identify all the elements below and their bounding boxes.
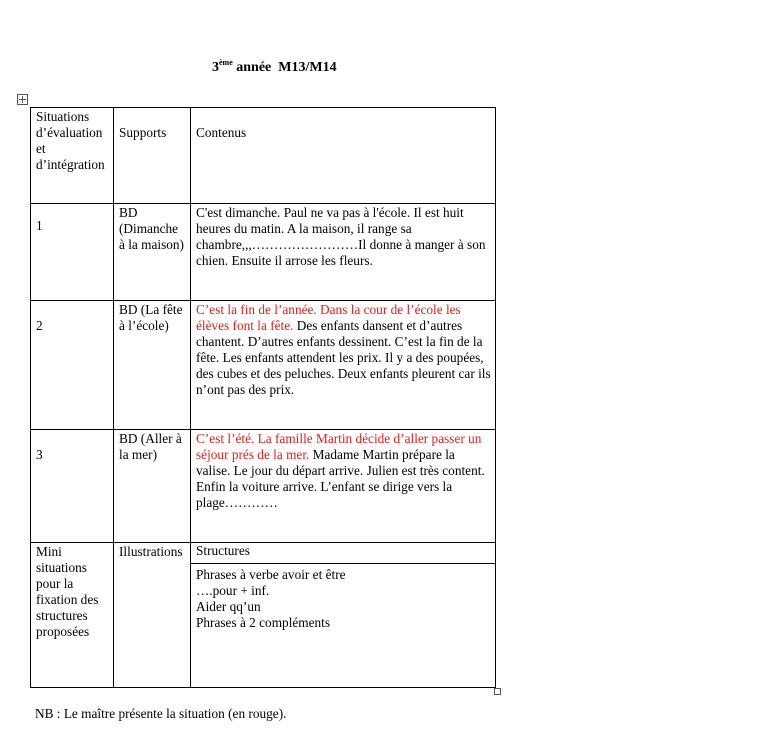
title-rest: année M13/M14: [232, 60, 337, 75]
row-number: 3: [31, 430, 114, 543]
row-content: [191, 430, 496, 543]
row-content-black: Madame Martin prépare la valise. Le jour du départ arrive. Julien est très content. Enfin la voiture arrive. L’enfant se dirige vers la plage…………: [196, 447, 485, 510]
mini-situations-label: Mini situations pour la fixation des structures proposées: [31, 543, 114, 688]
structures-subtable: [191, 543, 495, 631]
row-support: BD (Dimanche à la maison): [114, 204, 191, 301]
curriculum-table: [30, 107, 496, 688]
table-row: [31, 204, 496, 301]
header-supports: Supports: [114, 108, 191, 204]
header-contenus: Contenus: [191, 108, 496, 204]
table-row: [31, 430, 496, 543]
table-row: [31, 301, 496, 430]
row-number: 2: [31, 301, 114, 430]
list-item: Aider qq’un: [196, 599, 261, 614]
row-content-red: C’est la fin de l’année. Dans la cour de l’école les élèves font la fête.: [196, 302, 461, 333]
row-support: BD (Aller à la mer): [114, 430, 191, 543]
table-resize-handle-icon[interactable]: [494, 688, 501, 695]
title-level-sup: ème: [219, 58, 233, 67]
list-item: ….pour + inf.: [196, 583, 270, 598]
row-support: BD (La fête à l’école): [114, 301, 191, 430]
row-content-black: Des enfants dansent et d’autres chantent. D’autres enfants dessinent. C’est la fin de la fête. Les enfants attendent les prix. Il y a des poupées, des cubes et des peluches. Deux enfants pleurent car ils n’ont pas des prix.: [196, 318, 491, 397]
table-row-mini-situations: [31, 543, 496, 688]
document-title: [212, 58, 337, 76]
footnote: NB : Le maître présente la situation (en rouge).: [35, 706, 287, 721]
structures-cell: [191, 543, 496, 688]
table-move-handle-icon[interactable]: [17, 94, 28, 105]
title-level: 3: [212, 60, 219, 75]
row-content-red: C’est l’été. La famille Martin décide d’aller passer un séjour prés de la mer.: [196, 431, 482, 462]
structures-list: [191, 564, 495, 631]
header-situations: Situations d’évaluation et d’intégration: [31, 108, 114, 204]
row-content: [191, 204, 496, 301]
row-number: 1: [31, 204, 114, 301]
row-content: [191, 301, 496, 430]
illustrations-support: Illustrations: [114, 543, 191, 688]
structures-header: Structures: [191, 543, 495, 564]
row-content-black: C'est dimanche. Paul ne va pas à l'école. Il est huit heures du matin. A la maison, il range sa chambre,,,……………………Il donne à manger à son chien. Ensuite il arrose les fleurs.: [196, 205, 486, 268]
list-item: Phrases à 2 compléments: [196, 615, 331, 630]
table-header-row: [31, 108, 496, 204]
list-item: Phrases à verbe avoir et être: [196, 567, 346, 582]
